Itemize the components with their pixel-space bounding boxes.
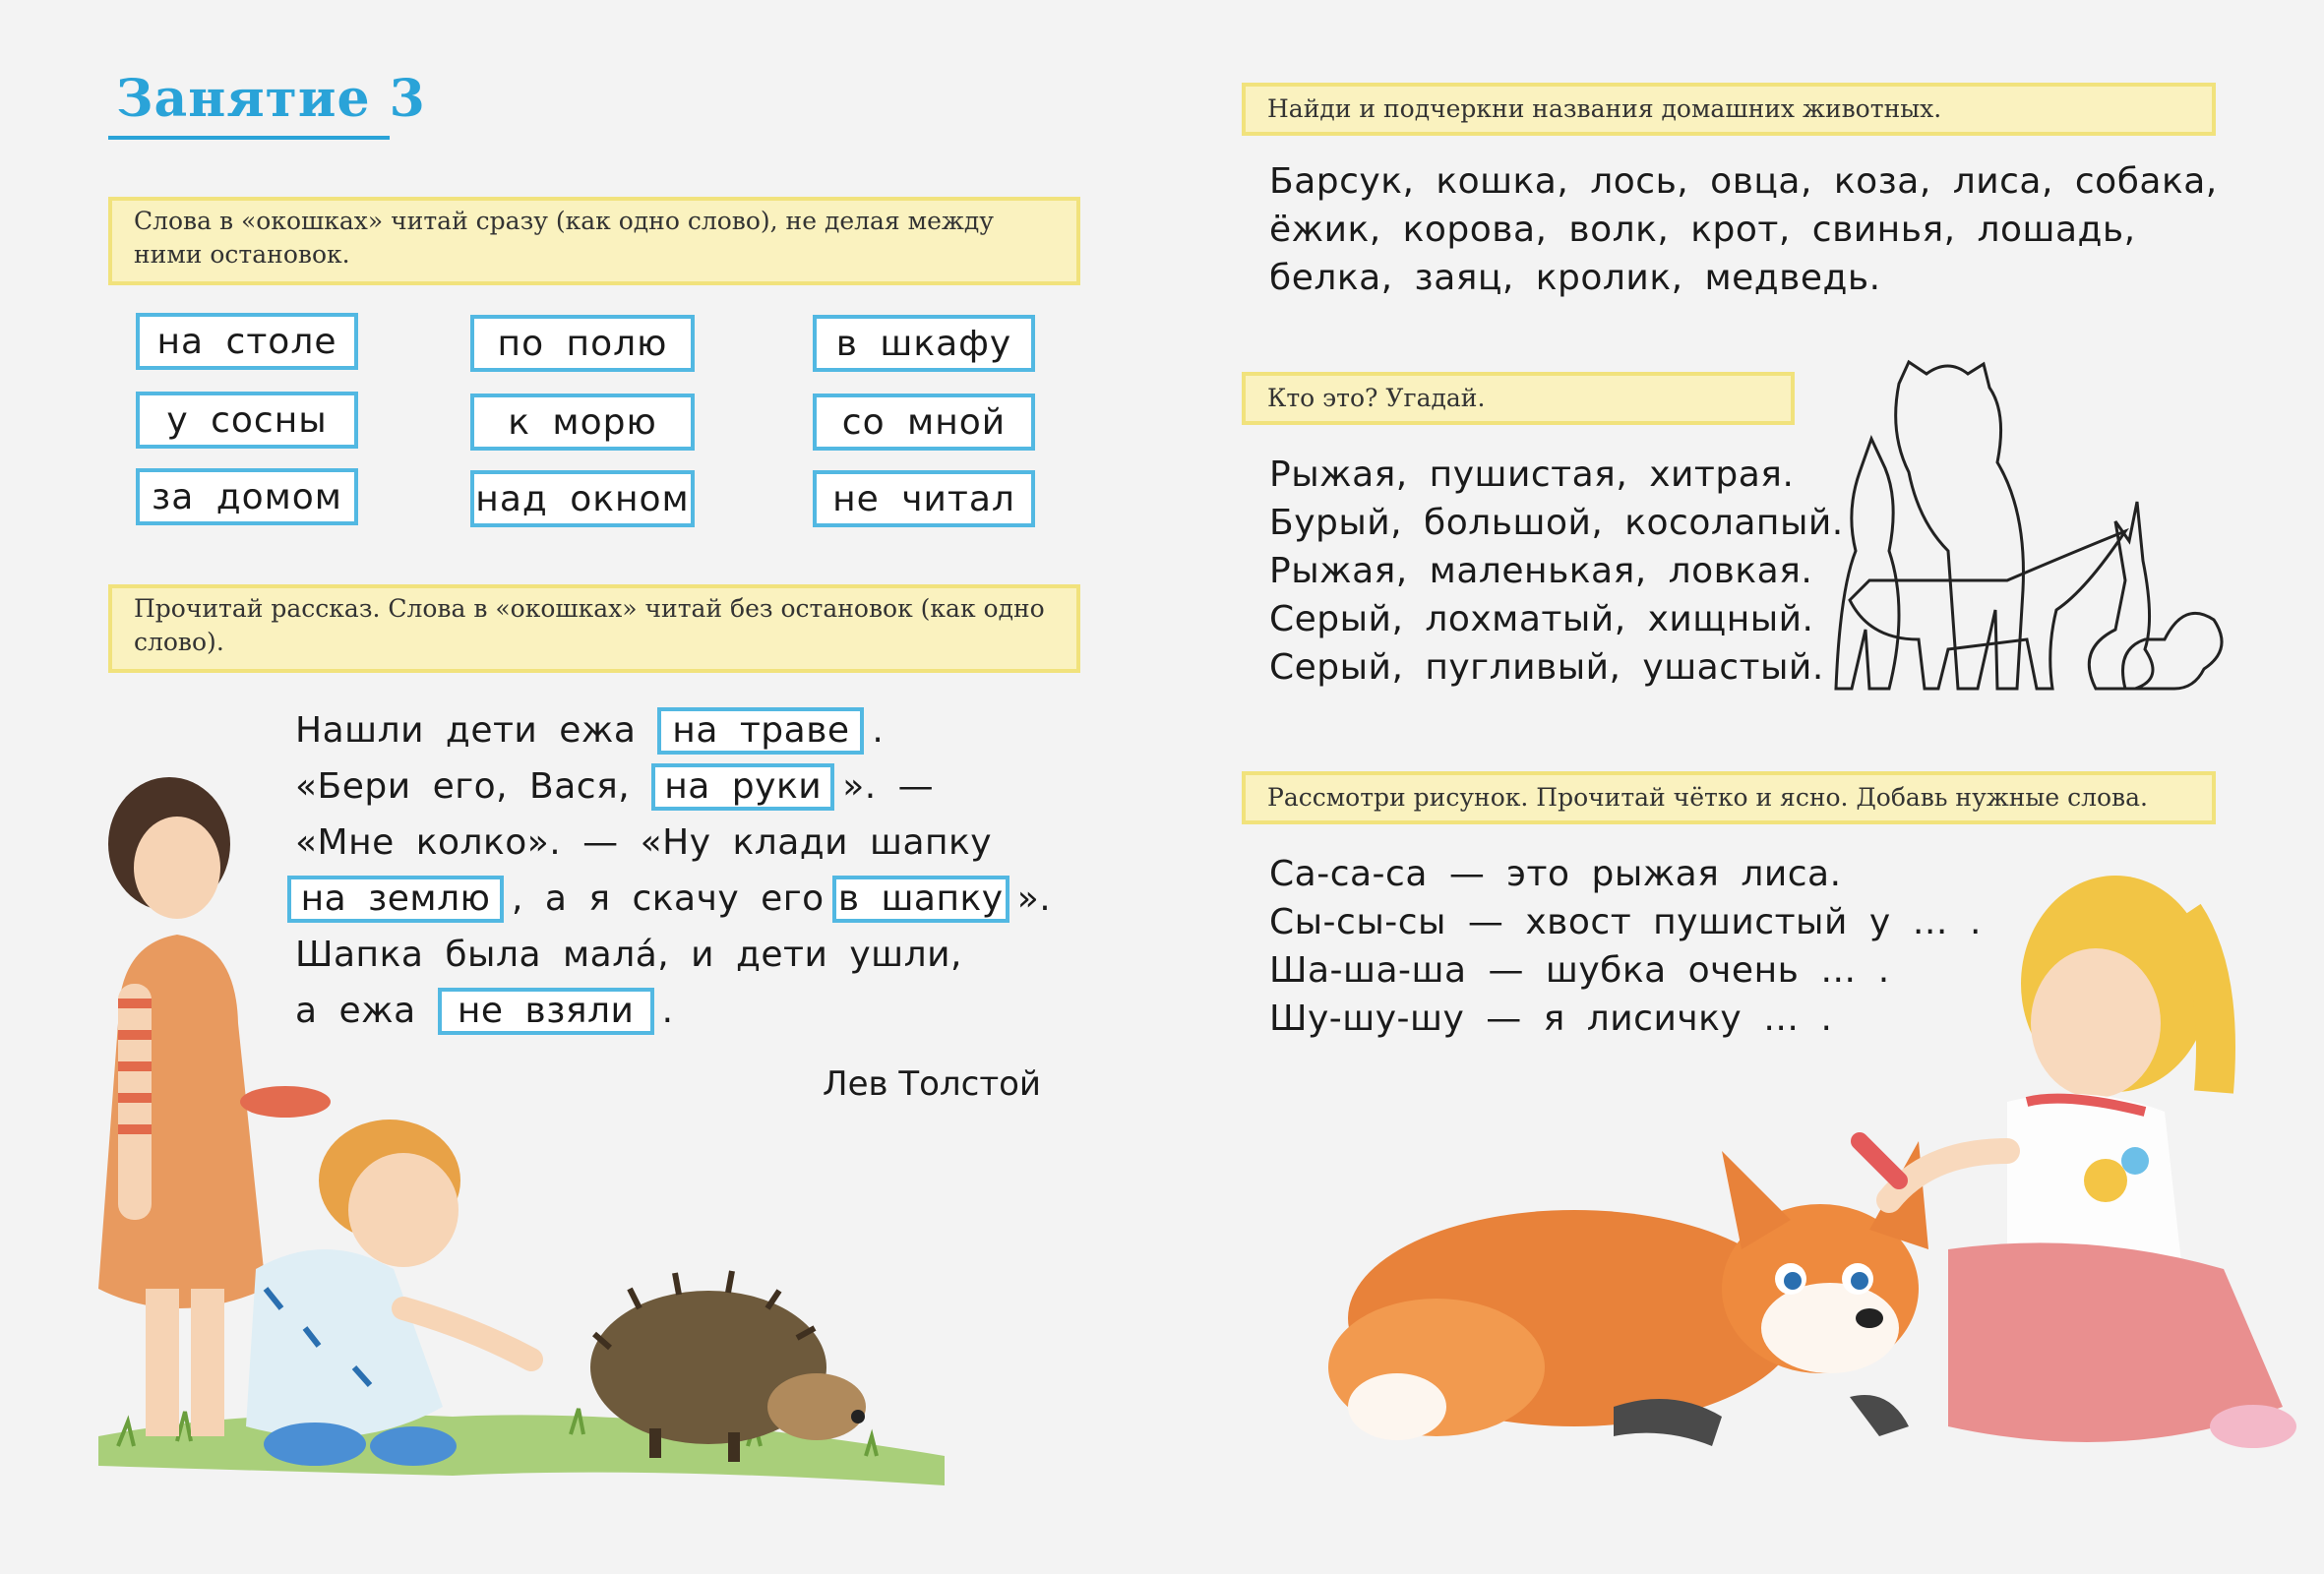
task4-instruction: Кто это? Угадай. <box>1242 372 1795 425</box>
phrase-box: у сосны <box>136 392 358 449</box>
riddle-line: Рыжая, пушистая, хитрая. <box>1269 454 1795 495</box>
title-underline <box>108 136 390 140</box>
phrase-box: к морю <box>470 394 695 451</box>
story-text: Нашли дети ежа <box>295 710 637 751</box>
twister-line: Са-са-са — это рыжая лиса. <box>1269 854 1842 894</box>
story-text: . <box>661 991 674 1031</box>
riddle-line: Бурый, большой, косолапый. <box>1269 503 1844 543</box>
story-word-box: в шапку <box>832 876 1009 923</box>
story-text: «Бери его, Вася, <box>295 766 631 807</box>
story-word-box: на траве <box>657 707 864 755</box>
phrase-box: со мной <box>813 394 1035 451</box>
twister-line: Шу-шу-шу — я лисичку … . <box>1269 999 1833 1039</box>
task1-instruction: Слова в «окошках» читай сразу (как одно слово), не делая между ними остановок. <box>108 197 1080 285</box>
children-hedgehog-illustration <box>59 777 964 1525</box>
girl-fox-illustration <box>1318 856 2302 1485</box>
phrase-box: над окном <box>470 470 695 527</box>
animals-line: белка, заяц, кролик, медведь. <box>1269 258 1881 298</box>
animal-silhouettes-illustration <box>1830 354 2233 728</box>
phrase-box: за домом <box>136 468 358 525</box>
story-text: , а я скачу его <box>512 878 825 919</box>
riddles <box>1269 451 1844 692</box>
animals-list <box>1269 157 2218 302</box>
story-text: . <box>872 710 885 751</box>
phrase-box: по полю <box>470 315 695 372</box>
story-text: ». <box>1016 878 1052 919</box>
story-word-box: на руки <box>651 763 834 811</box>
story-text: ». — <box>842 766 935 807</box>
task5-instruction: Рассмотри рисунок. Прочитай чётко и ясно. Добавь нужные слова. <box>1242 771 2216 824</box>
lesson-title: Занятие 3 <box>116 69 426 129</box>
riddle-line: Серый, лохматый, хищный. <box>1269 599 1814 639</box>
twister-line: Ша-ша-ша — шубка очень … . <box>1269 950 1890 991</box>
phrase-box: в шкафу <box>813 315 1035 372</box>
animals-line: ёжик, корова, волк, крот, свинья, лошадь, <box>1269 210 2136 250</box>
phrase-box: не читал <box>813 470 1035 527</box>
story-line <box>295 702 1082 758</box>
phrase-box: на столе <box>136 313 358 370</box>
story-word-box: на землю <box>287 876 504 923</box>
task2-instruction: Прочитай рассказ. Слова в «окошках» читай без остановок (как одно слово). <box>108 584 1080 673</box>
story-text: а ежа <box>295 991 416 1031</box>
story-word-box: не взяли <box>438 988 654 1035</box>
animals-line: Барсук, кошка, лось, овца, коза, лиса, собака, <box>1269 161 2218 202</box>
task3-instruction: Найди и подчеркни названия домашних животных. <box>1242 83 2216 136</box>
story-author: Лев Толстой <box>823 1064 1042 1104</box>
twister-line: Сы-сы-сы — хвост пушистый у … . <box>1269 902 1982 942</box>
riddle-line: Серый, пугливый, ушастый. <box>1269 647 1824 688</box>
story-text: Шапка была мала́, и дети ушли, <box>295 935 962 975</box>
story-text: «Мне колко». — «Ну клади шапку <box>295 822 993 863</box>
riddle-line: Рыжая, маленькая, ловкая. <box>1269 551 1813 591</box>
